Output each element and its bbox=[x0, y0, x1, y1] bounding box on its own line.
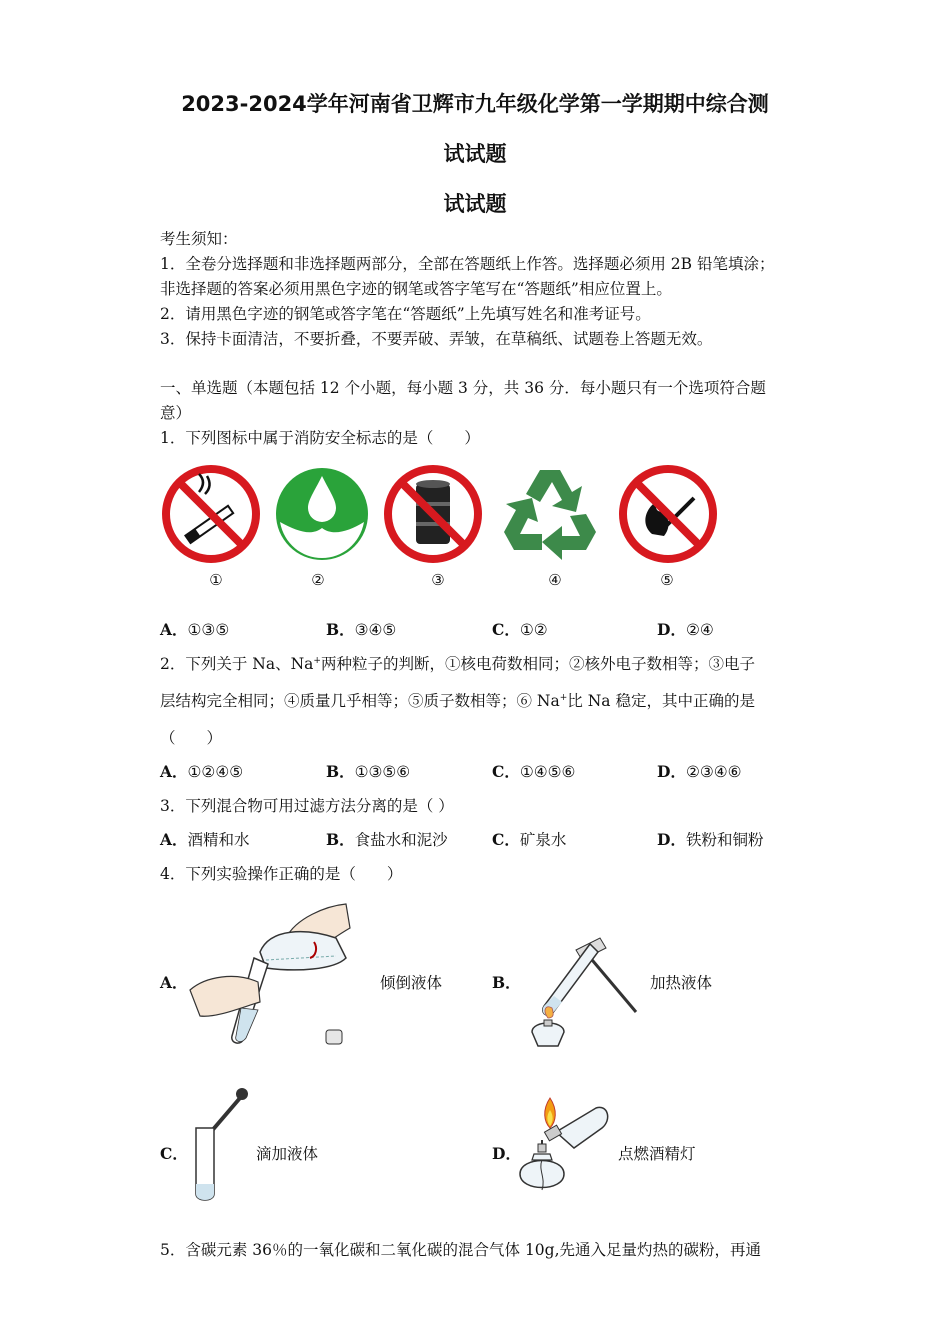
q4-option-b-label: 加热液体 bbox=[650, 974, 713, 992]
section-heading: 一、单选题（本题包括 12 个小题，每小题 3 分，共 36 分．每小题只有一个选项符合题 bbox=[160, 379, 766, 397]
q4-option-a[interactable]: A． bbox=[160, 973, 188, 992]
dropping-liquid-illustration bbox=[190, 1086, 250, 1204]
q4-option-d-label: 点燃酒精灯 bbox=[618, 1145, 696, 1163]
lighting-alcohol-lamp-illustration bbox=[516, 1094, 612, 1198]
q4-option-c[interactable]: C． bbox=[160, 1144, 188, 1163]
q4-option-d[interactable]: D． bbox=[492, 1144, 521, 1163]
question-2-stem-cont: 层结构完全相同；④质量几乎相等；⑤质子数相等；⑥ Na+比 Na 稳定，其中正确的是 bbox=[160, 692, 755, 710]
notice-item-1-cont: 非选择题的答案必须用黑色字迹的钢笔或答字笔写在“答题纸”相应位置上。 bbox=[160, 280, 672, 298]
question-2-parens: （ ） bbox=[160, 729, 223, 747]
q2-option-a[interactable]: A．①②④⑤ bbox=[160, 762, 244, 781]
no-smoking-icon bbox=[161, 462, 261, 566]
q4-option-a-label: 倾倒液体 bbox=[380, 974, 443, 992]
q1-option-b[interactable]: B．③④⑤ bbox=[326, 620, 397, 639]
q3-option-c[interactable]: C．矿泉水 bbox=[492, 830, 567, 849]
q4-option-b[interactable]: B． bbox=[492, 973, 521, 992]
q4-option-c-label: 滴加液体 bbox=[256, 1145, 319, 1163]
exam-title-continued: 试试题 bbox=[443, 142, 507, 166]
question-1-stem: 1．下列图标中属于消防安全标志的是（ ） bbox=[160, 429, 480, 447]
exam-title: 2023-2024学年河南省卫辉市九年级化学第一学期期中综合测 bbox=[181, 92, 769, 116]
q1-option-c[interactable]: C．①② bbox=[492, 620, 548, 639]
question-2-stem: 2．下列关于 Na、Na+两种粒子的判断，①核电荷数相同；②核外电子数相等；③电子 bbox=[160, 655, 755, 673]
q1-option-d[interactable]: D．②④ bbox=[657, 620, 714, 639]
q2-option-d[interactable]: D．②③④⑥ bbox=[657, 762, 742, 781]
no-oil-drum-icon bbox=[383, 462, 483, 566]
exam-subtitle: 试试题 bbox=[443, 192, 507, 216]
question-3-stem: 3．下列混合物可用过滤方法分离的是（ ） bbox=[160, 797, 454, 815]
no-fire-icon bbox=[618, 462, 718, 566]
section-heading-cont: 意） bbox=[160, 404, 192, 422]
sign-label-1: ① bbox=[209, 571, 223, 589]
notice-item-3: 3．保持卡面清洁，不要折叠，不要弄破、弄皱，在草稿纸、试题卷上答题无效。 bbox=[160, 330, 713, 348]
water-saving-icon bbox=[272, 462, 372, 566]
q1-option-a[interactable]: A．①③⑤ bbox=[160, 620, 230, 639]
notice-item-1: 1．全卷分选择题和非选择题两部分，全部在答题纸上作答。选择题必须用 2B 铅笔填涂； bbox=[160, 255, 775, 273]
question-5-stem: 5．含碳元素 36％的一氧化碳和二氧化碳的混合气体 10g,先通入足量灼热的碳粉，再通 bbox=[160, 1241, 762, 1259]
q3-option-b[interactable]: B．食盐水和泥沙 bbox=[326, 830, 448, 849]
sign-label-4: ④ bbox=[548, 571, 562, 589]
sign-label-5: ⑤ bbox=[660, 571, 674, 589]
sign-label-3: ③ bbox=[431, 571, 445, 589]
notice-item-2: 2．请用黑色字迹的钢笔或答字笔在“答题纸”上先填写姓名和准考证号。 bbox=[160, 305, 651, 323]
q2-option-b[interactable]: B．①③⑤⑥ bbox=[326, 762, 411, 781]
recycle-icon bbox=[500, 462, 600, 566]
sign-label-2: ② bbox=[311, 571, 325, 589]
question-4-stem: 4．下列实验操作正确的是（ ） bbox=[160, 865, 403, 883]
notice-heading: 考生须知： bbox=[160, 230, 238, 248]
q3-option-a[interactable]: A．酒精和水 bbox=[160, 830, 250, 849]
heating-liquid-illustration bbox=[518, 934, 640, 1052]
q2-option-c[interactable]: C．①④⑤⑥ bbox=[492, 762, 576, 781]
q3-option-d[interactable]: D．铁粉和铜粉 bbox=[657, 830, 764, 849]
pouring-liquid-illustration bbox=[186, 898, 356, 1050]
